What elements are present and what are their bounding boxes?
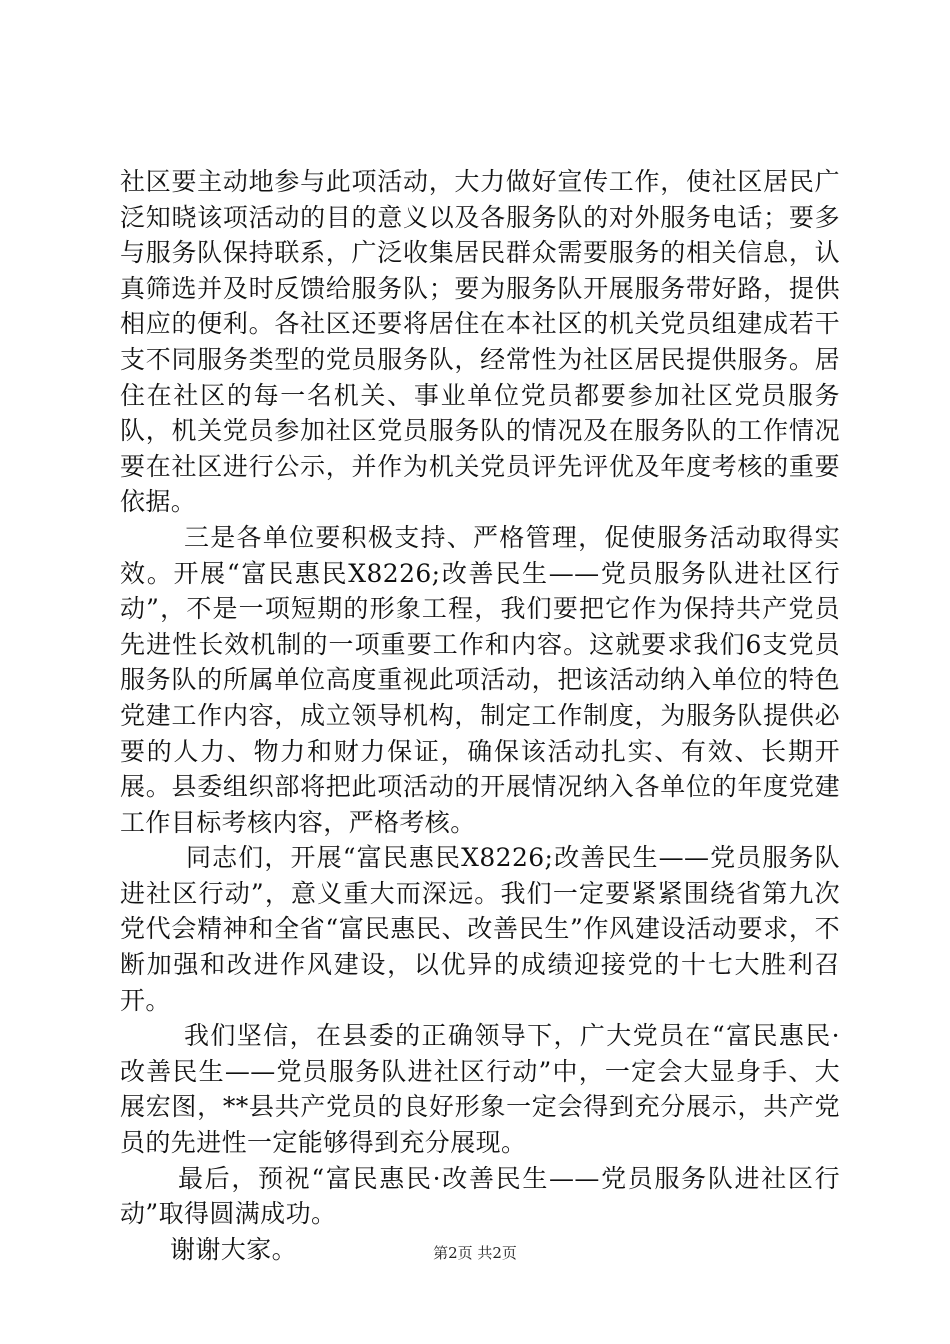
paragraph-6: 谢谢大家。 bbox=[170, 1234, 298, 1264]
paragraph-5: 最后，预祝“富民惠民·改善民生——党员服务队进社区行动”取得圆满成功。 bbox=[120, 1163, 840, 1229]
paragraph-1: 社区要主动地参与此项活动，大力做好宣传工作，使社区居民广泛知晓该项活动的目的意义以及各服务队的对外服务电话；要多与服务队保持联系，广泛收集居民群众需要服务的相关信息，认真筛选并及时反馈给服务队；要为服务队开展服务带好路，提供相应的便利。各社区还要将居住在本社区的机关党员组建成若干支不同服务类型的党员服务队，经常性为社区居民提供服务。居住在社区的每一名机关、事业单位党员都要参加社区党员服务队，机关党员参加社区党员服务队的情况及在服务队的工作情况要在社区进行公示，并作为机关党员评先评优及年度考核的重要依据。 bbox=[120, 167, 840, 517]
paragraph-2: 三是各单位要积极支持、严格管理，促使服务活动取得实效。开展“富民惠民X8226;改善民生——党员服务队进社区行动”，不是一项短期的形象工程，我们要把它作为保持共产党员先进性长效机制的一项重要工作和内容。这就要求我们6支党员服务队的所属单位高度重视此项活动，把该活动纳入单位的特色党建工作内容，成立领导机构，制定工作制度，为服务队提供必要的人力、物力和财力保证，确保该活动扎实、有效、长期开展。县委组织部将把此项活动的开展情况纳入各单位的年度党建工作目标考核内容，严格考核。 bbox=[120, 522, 840, 837]
page-footer: 第2页 共2页 bbox=[433, 1244, 517, 1262]
paragraph-4: 我们坚信，在县委的正确领导下，广大党员在“富民惠民·改善民生——党员服务队进社区行动”中，一定会大显身手、大展宏图，**县共产党员的良好形象一定会得到充分展示，共产党员的先进性一定能够得到充分展现。 bbox=[120, 1021, 840, 1158]
paragraph-3: 同志们，开展“富民惠民X8226;改善民生——党员服务队进社区行动”，意义重大而深远。我们一定要紧紧围绕省第九次党代会精神和全省“富民惠民、改善民生”作风建设活动要求，不断加强和改进作风建设，以优异的成绩迎接党的十七大胜利召开。 bbox=[120, 843, 840, 1015]
body-text bbox=[120, 164, 840, 1267]
